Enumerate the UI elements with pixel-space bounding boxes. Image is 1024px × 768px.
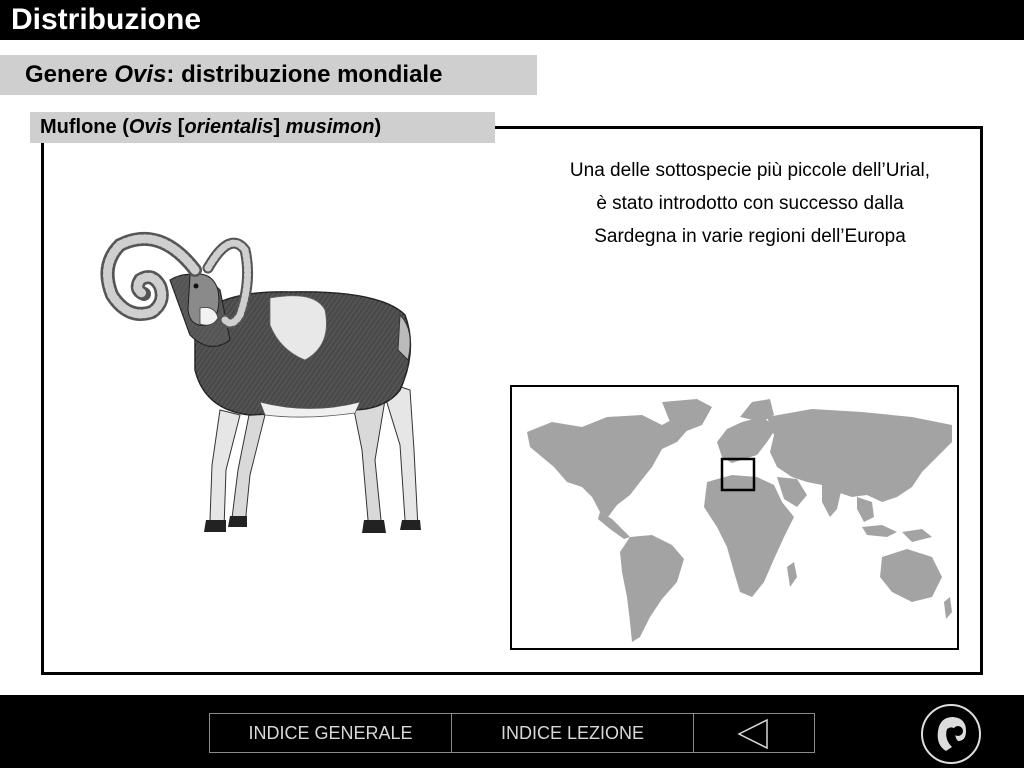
lesson-index-button[interactable]: INDICE LEZIONE	[452, 714, 694, 752]
section-title-suffix: : distribuzione mondiale	[166, 61, 443, 88]
species-title-part: [	[172, 116, 185, 138]
species-genus: Ovis	[128, 116, 173, 138]
species-description	[520, 154, 980, 253]
species-title-part: )	[374, 116, 382, 138]
species-name: orientalis	[184, 116, 274, 138]
navigation-bar	[209, 713, 815, 753]
header-bar	[0, 0, 1024, 40]
back-button[interactable]	[694, 714, 814, 752]
page-title: Distribuzione	[11, 3, 202, 36]
general-index-button[interactable]: INDICE GENERALE	[210, 714, 452, 752]
land-masses	[527, 399, 952, 642]
world-map	[510, 385, 959, 650]
description-line: è stato introdotto con successo dalla	[596, 193, 904, 214]
species-title-part: Muflone (	[40, 116, 129, 138]
description-line: Una delle sottospecie più piccole dell’Urial,	[569, 160, 931, 181]
ram-logo-icon	[920, 703, 982, 765]
species-title-part: ]	[273, 116, 286, 138]
section-title	[0, 55, 537, 95]
footer-bar	[0, 695, 1024, 768]
description-line: Sardegna in varie regioni dell’Europa	[594, 226, 906, 247]
mouflon-illustration	[100, 220, 440, 550]
section-title-prefix: Genere	[25, 61, 115, 88]
section-title-genus: Ovis	[114, 61, 167, 88]
world-map-svg	[512, 387, 957, 648]
back-triangle-icon	[737, 718, 769, 750]
subspecies-name: musimon	[285, 116, 375, 138]
species-title	[30, 112, 495, 143]
